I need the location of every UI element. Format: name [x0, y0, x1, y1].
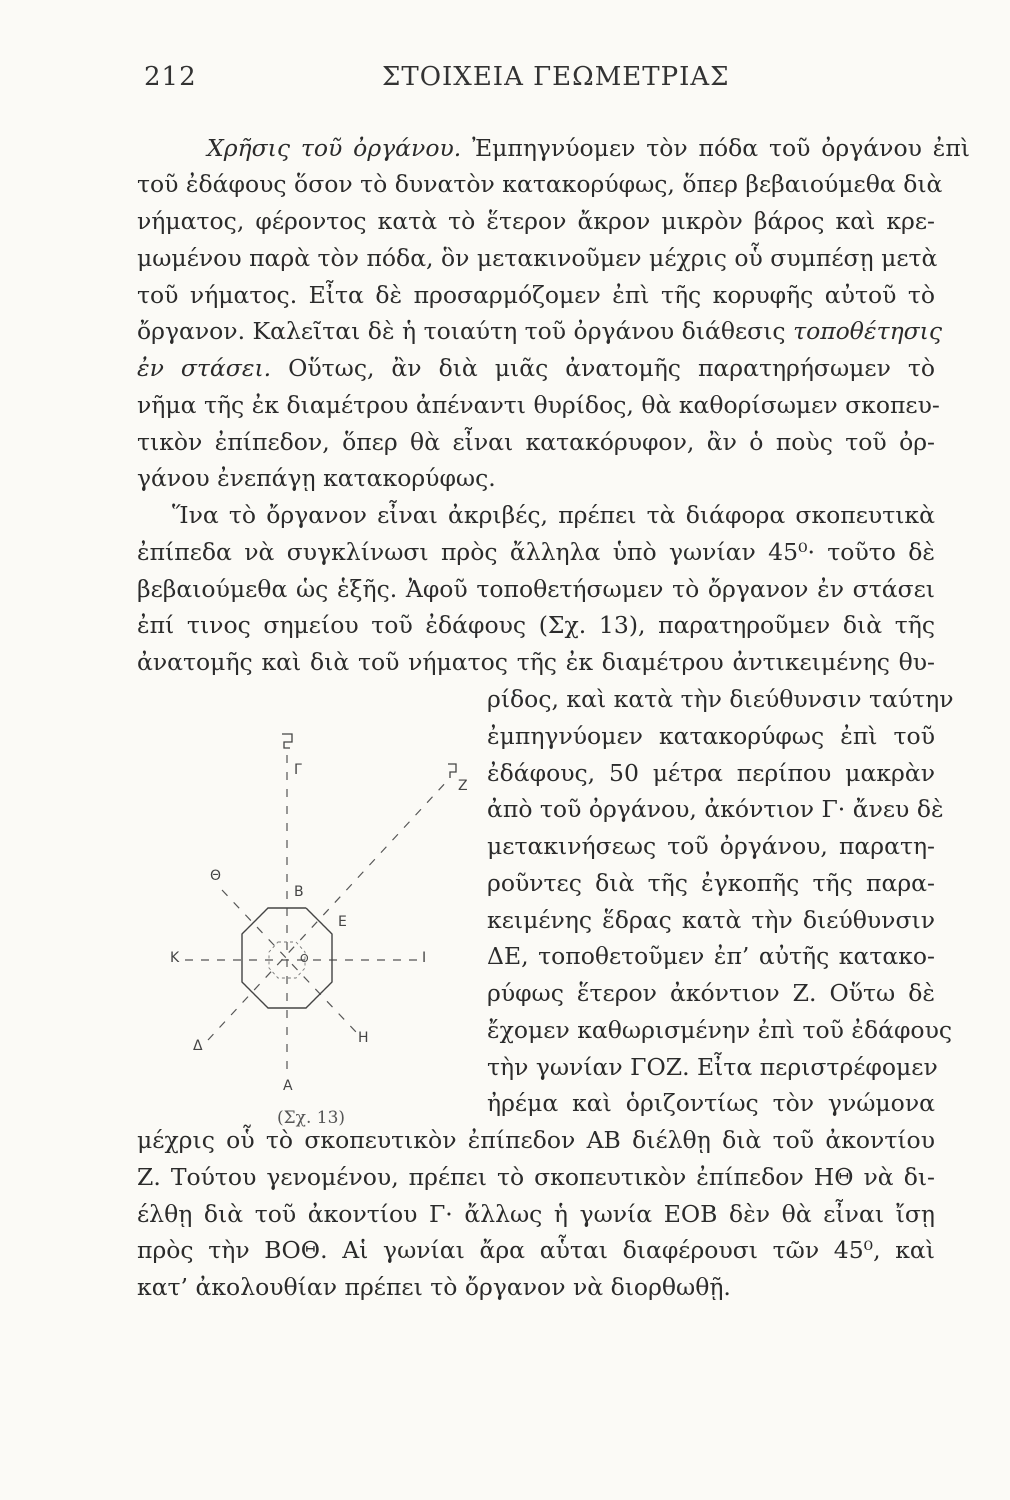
text-line: Χρῆσις τοῦ ὀργάνου. Ἐμπηγνύομεν τὸν πόδα τοῦ ὀργάνου ἐπὶ — [207, 134, 970, 162]
text-line: ἀνατομῆς καὶ διὰ τοῦ νήματος τῆς ἐκ διαμέτρου ἀντικειμένης θυ- — [137, 648, 935, 676]
text-line: ρίδος, καὶ κατὰ τὴν διεύθυνσιν ταύτην — [487, 685, 954, 713]
text-line: μέχρις οὗ τὸ σκοπευτικὸν ἐπίπεδον ΑΒ διέλθῃ διὰ τοῦ ἀκοντίου — [137, 1126, 935, 1154]
text-line: μωμένου παρὰ τὸν πόδα, ὃν μετακινοῦμεν μέχρις οὗ συμπέσῃ μετὰ — [137, 244, 938, 272]
text-line: κειμένης ἕδρας κατὰ τὴν διεύθυνσιν — [487, 906, 935, 934]
label-gamma: Γ — [294, 762, 302, 778]
text-line: ἐπί τινος σημείου τοῦ ἐδάφους (Σχ. 13), παρατηροῦμεν διὰ τῆς — [137, 611, 935, 639]
line-delta-zeta — [208, 780, 448, 1040]
label-delta: Δ — [193, 1038, 203, 1054]
text-line: ροῦντες διὰ τῆς ἐγκοπῆς τῆς παρα- — [487, 869, 935, 897]
label-iota: I — [422, 950, 427, 966]
label-beta: B — [294, 884, 304, 900]
stake-gamma-icon — [282, 734, 292, 748]
text-line: ρύφως ἕτερον ἀκόντιον Ζ. Οὕτω δὲ — [487, 979, 935, 1007]
text-line: μετακινήσεως τοῦ ὀργάνου, παρατη- — [487, 832, 935, 860]
figure-13 — [160, 720, 480, 1140]
text-line: νῆμα τῆς ἐκ διαμέτρου ἀπέναντι θυρίδος, θὰ καθορίσωμεν σκοπευ- — [137, 391, 940, 419]
text-line: βεβαιούμεθα ὡς ἑξῆς. Ἀφοῦ τοποθετήσωμεν τὸ ὄργανον ἐν στάσει — [137, 575, 935, 603]
text-line: ἔχομεν καθωρισμένην ἐπὶ τοῦ ἐδάφους — [487, 1016, 953, 1044]
label-eta: H — [358, 1030, 369, 1046]
running-title: ΣΤΟΙΧΕΙΑ ΓΕΩΜΕΤΡΙΑΣ — [382, 62, 730, 92]
text-line: ἐδάφους, 50 μέτρα περίπου μακρὰν — [487, 759, 935, 787]
label-zeta: Z — [458, 778, 468, 794]
text-line: νήματος, φέροντος κατὰ τὸ ἕτερον ἄκρον μικρὸν βάρος καὶ κρε- — [137, 207, 935, 235]
text-line: Ἵνα τὸ ὄργανον εἶναι ἀκριβές, πρέπει τὰ διάφορα σκοπευτικὰ — [172, 501, 935, 529]
text-line: ἐπίπεδα νὰ συγκλίνωσι πρὸς ἄλληλα ὑπὸ γωνίαν 45⁰· τοῦτο δὲ — [137, 538, 935, 566]
text-line: τικὸν ἐπίπεδον, ὅπερ θὰ εἶναι κατακόρυφον, ἂν ὁ ποὺς τοῦ ὀρ- — [137, 428, 935, 456]
text-line: Ζ. Τούτου γενομένου, πρέπει τὸ σκοπευτικὸν ἐπίπεδον ΗΘ νὰ δι- — [137, 1163, 935, 1191]
label-theta: Θ — [210, 868, 222, 884]
text-line: ἐν στάσει. Οὕτως, ἂν διὰ μιᾶς ἀνατομῆς παρατηρήσωμεν τὸ — [137, 354, 935, 382]
label-omicron: O — [300, 952, 309, 965]
octagon-diagram — [160, 720, 480, 1140]
text-line: κατ’ ἀκολουθίαν πρέπει τὸ ὄργανον νὰ διορθωθῇ. — [137, 1273, 731, 1301]
figure-caption: (Σχ. 13) — [277, 1108, 346, 1128]
text-line: τὴν γωνίαν ΓΟΖ. Εἶτα περιστρέφομεν — [487, 1053, 938, 1081]
page-number: 212 — [144, 62, 197, 92]
text-line: ἠρέμα καὶ ὁριζοντίως τὸν γνώμονα — [487, 1089, 935, 1117]
text-line: ἐμπηγνύομεν κατακορύφως ἐπὶ τοῦ — [487, 722, 935, 750]
label-alpha: A — [283, 1078, 293, 1094]
text-line: ὄργανον. Καλεῖται δὲ ἡ τοιαύτη τοῦ ὀργάνου διάθεσις τοποθέτησις — [137, 317, 943, 345]
text-line: έλθῃ διὰ τοῦ ἀκοντίου Γ· ἄλλως ἡ γωνία ΕΟΒ δὲν θὰ εἶναι ἴσῃ — [137, 1200, 935, 1228]
text-line: τοῦ νήματος. Εἶτα δὲ προσαρμόζομεν ἐπὶ τῆς κορυφῆς αὐτοῦ τὸ — [137, 281, 935, 309]
text-line: πρὸς τὴν ΒΟΘ. Αἱ γωνίαι ἄρα αὗται διαφέρουσι τῶν 45⁰, καὶ — [137, 1236, 935, 1264]
label-kappa: K — [170, 950, 180, 966]
label-epsilon: E — [338, 914, 347, 930]
text-line: γάνου ἐνεπάγῃ κατακορύφως. — [137, 464, 496, 492]
stake-zeta-icon — [448, 764, 456, 778]
text-line: ἀπὸ τοῦ ὀργάνου, ἀκόντιον Γ· ἄνευ δὲ — [487, 795, 944, 823]
text-line: τοῦ ἐδάφους ὅσον τὸ δυνατὸν κατακορύφως, ὅπερ βεβαιούμεθα διὰ — [137, 170, 943, 198]
text-line: ΔΕ, τοποθετοῦμεν ἐπ’ αὐτῆς κατακο- — [487, 942, 935, 970]
